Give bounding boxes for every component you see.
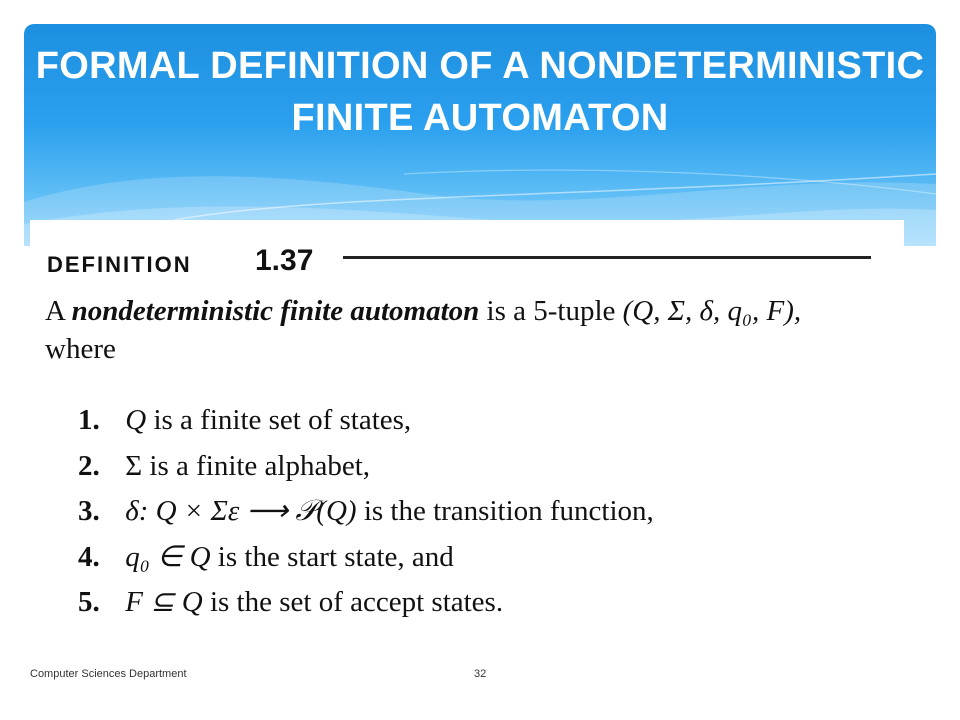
item-math: δ: Q × Σε ⟶ 𝒫(Q) [125,495,357,527]
item-text: is the start state, and [217,540,454,573]
list-item [78,444,654,490]
definition-header [47,246,897,286]
footer-department: Computer Sciences Department [30,668,187,680]
component-list [78,398,654,626]
slide-title: FORMAL DEFINITION OF A NONDETERMINISTIC FINITE AUTOMATON [35,45,925,139]
item-math: Q [125,404,147,436]
definition-statement [45,292,895,368]
intro-article: A [45,295,65,327]
tuple-expression: (Q, Σ, δ, q₀, F), [622,295,802,327]
item-number: 4. [78,540,100,573]
item-math: Σ [125,449,143,482]
list-item [78,535,654,581]
item-math: q₀ ∈ Q [125,540,211,573]
item-text: is the transition function, [363,495,654,527]
item-text: is a finite set of states, [153,404,412,436]
title-banner [24,24,936,246]
intro-middle: is a 5-tuple [486,295,616,327]
item-text: is a finite alphabet, [149,449,371,482]
header-rule [343,256,871,259]
item-number: 1. [78,404,100,436]
intro-where: where [45,333,116,365]
item-number: 5. [78,586,100,618]
defined-term: nondeterministic finite automaton [71,295,480,327]
page-number: 32 [474,668,487,680]
item-text: is the set of accept states. [209,586,504,618]
item-number: 3. [78,495,100,527]
list-item [78,398,654,444]
list-item [78,489,654,535]
definition-panel [30,220,904,635]
item-math: F ⊆ Q [125,586,203,618]
item-number: 2. [78,449,100,482]
definition-number: 1.37 [255,244,314,277]
list-item [78,580,654,626]
definition-label: DEFINITION [47,252,192,277]
